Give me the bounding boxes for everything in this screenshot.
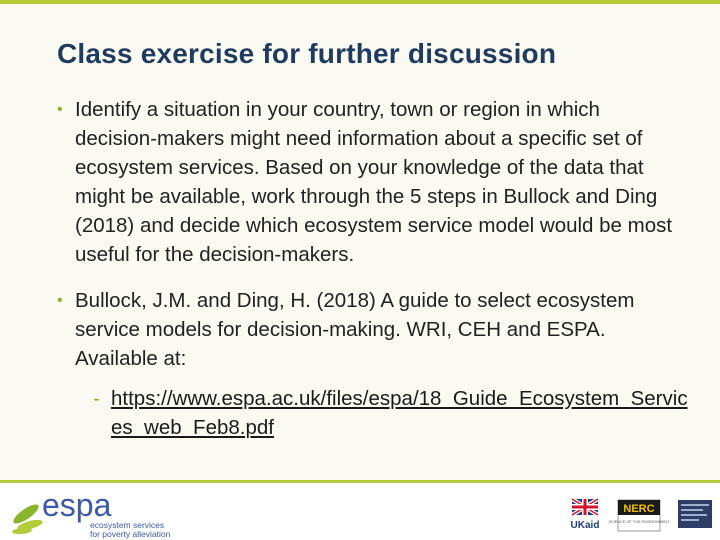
top-accent-rule — [0, 0, 720, 4]
bullet-dot-icon: • — [57, 101, 63, 118]
espa-logo — [8, 487, 178, 537]
reference-link[interactable]: https://www.espa.ac.uk/files/espa/18_Guide_Ecosystem_Services_web_Feb8.pdf — [111, 387, 688, 439]
ukaid-wordmark: UKaid — [570, 520, 600, 531]
espa-wordmark: espa — [42, 487, 112, 523]
footer-bar — [0, 483, 720, 540]
ukaid-logo — [568, 499, 602, 533]
partner-logo — [678, 500, 712, 528]
sub-item-link — [93, 384, 691, 442]
slide-title: Class exercise for further discussion — [57, 38, 557, 69]
nerc-wordmark: NERC — [623, 503, 655, 515]
union-flag-icon — [572, 499, 598, 515]
bullet-text: Identify a situation in your country, town or region in which decision-makers might need information about a specific set of ecosystem services. Based on your knowledge of the data that might be available, work through the 5 steps in Bullock and Ding (2018) and decide which ecosystem service model would be most useful for the decision-makers. — [75, 98, 673, 266]
espa-tagline-2: for poverty alleviation — [90, 529, 171, 539]
bullet-item-exercise — [57, 95, 675, 269]
espa-leaf-icon — [11, 501, 44, 535]
espa-tagline-1: ecosystem services — [90, 520, 165, 530]
nerc-logo — [608, 500, 670, 531]
bullet-text: Bullock, J.M. and Ding, H. (2018) A guide to select ecosystem service models for decision-making. WRI, CEH and ESPA. Available at: — [75, 289, 635, 370]
bullet-item-reference — [57, 286, 655, 373]
dash-icon: - — [93, 387, 100, 410]
bullet-dot-icon: • — [57, 292, 63, 309]
nerc-tagline: SCIENCE OF THE ENVIRONMENT — [608, 520, 670, 524]
slide-content — [57, 95, 687, 442]
